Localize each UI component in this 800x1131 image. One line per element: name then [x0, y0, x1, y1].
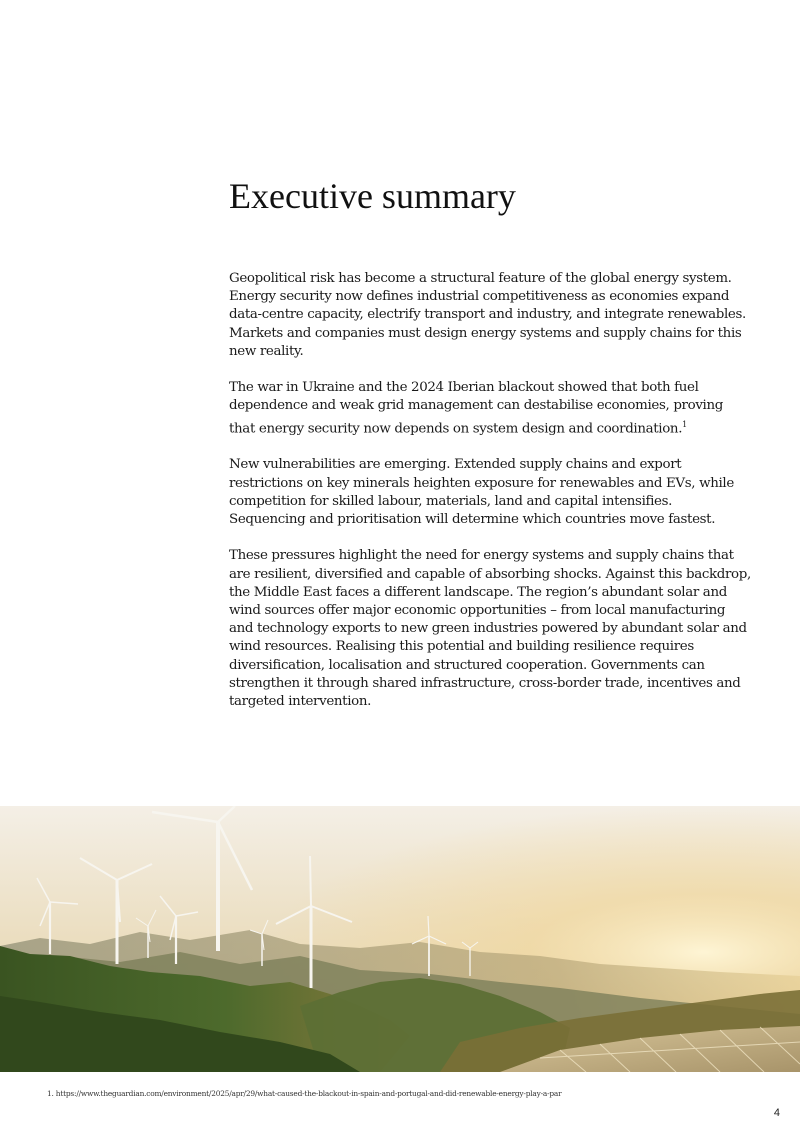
wind-turbines-photo — [0, 806, 800, 1072]
paragraph-1: Geopolitical risk has become a structural feature of the global energy system. Energy security now defines industrial competitiveness as economies expand data-centre capacity, electrify transport and industry, and integrate renewables. Markets and companies must design energy systems and supply chains for this new reality. — [229, 271, 746, 359]
page-title: Executive summary — [229, 176, 516, 216]
page-number: 4 — [773, 1107, 780, 1119]
paragraph-4: These pressures highlight the need for energy systems and supply chains that are resilient, diversified and capable of absorbing shocks. Against this backdrop, the Middle East faces a different landscape. The region’s abundant solar and wind sources offer major economic opportunities – from local manufacturing and technology exports to new green industries powered by abundant solar and wind resources. Realising this potential and building resilience requires diversification, localisation and structured cooperation. Governments can strengthen it through shared infrastructure, cross-border trade, incentives and targeted intervention. — [229, 548, 751, 710]
paragraph-2 — [229, 379, 751, 438]
paragraph-3: New vulnerabilities are emerging. Extended supply chains and export restrictions on key minerals heighten exposure for renewables and EVs, while competition for skilled labour, materials, land and capital intensifies. Sequencing and prioritisation will determine which countries move fastest. — [229, 457, 734, 528]
footnote-marker[interactable]: 1 — [682, 419, 687, 429]
paragraph-2-text: The war in Ukraine and the 2024 Iberian blackout showed that both fuel dependence and weak grid management can destabilise economies, proving that energy security now depends on system design and coordination. — [229, 380, 723, 437]
wind-turbines-over-hills-at-sunset-icon — [0, 806, 800, 1072]
body-text — [229, 270, 751, 729]
footnote[interactable]: 1. https://www.theguardian.com/environment/2025/apr/29/what-caused-the-blackout-in-spain-and-portugal-and-did-renewable-energy-play-a-par — [47, 1089, 562, 1098]
